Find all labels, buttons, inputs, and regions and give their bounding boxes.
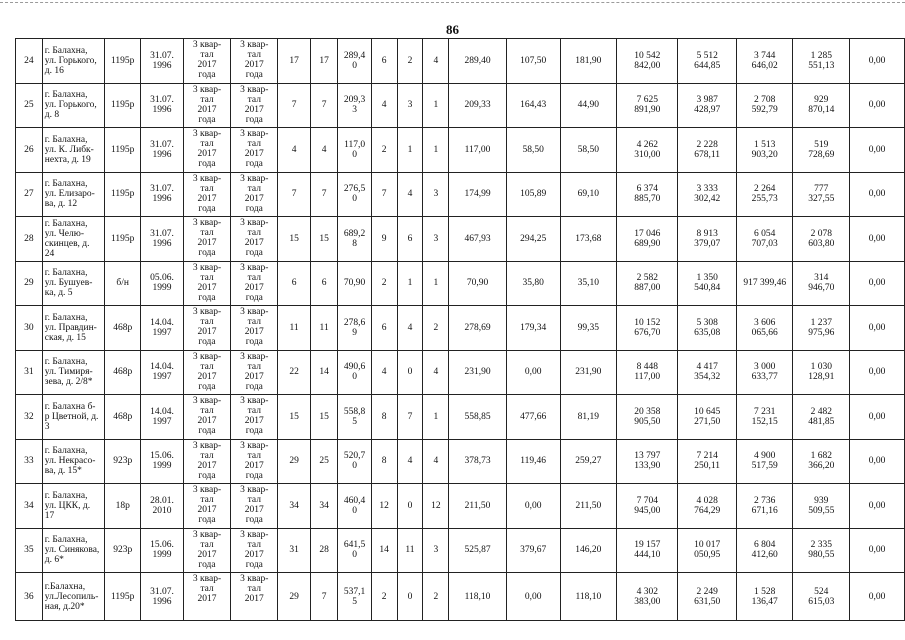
address-cell: г. Балахна, ул. К. Либк- нехта, д. 19 [42, 128, 104, 173]
address-cell: г.Балахна, ул.Лесопиль- ная, д.20* [42, 573, 104, 621]
table-row [16, 573, 905, 621]
area-private-cell: 105,89 [506, 172, 560, 217]
decision-date-cell: 28.01. 2010 [141, 484, 184, 529]
planned-end-cell: 3 квар- тал 2017 года [231, 395, 278, 440]
area-total-cell: 70,90 [449, 261, 507, 306]
planned-start-cell: 3 квар- тал 2017 года [183, 306, 230, 351]
cost-extra-cell: 0,00 [850, 306, 905, 351]
resettled-count-cell: 7 [310, 172, 338, 217]
cost-region-cell: 6 054 707,03 [736, 217, 793, 262]
total-area-cell: 276,5 0 [338, 172, 371, 217]
rooms-total-cell: 8 [371, 395, 397, 440]
rooms-municipal-cell: 1 [423, 128, 449, 173]
page-top-edge [0, 2, 905, 3]
rooms-municipal-cell: 2 [423, 306, 449, 351]
area-total-cell: 289,40 [449, 39, 507, 84]
row-number: 34 [16, 484, 43, 529]
address-cell: г. Балахна, ул. Горького, д. 16 [42, 39, 104, 84]
rooms-total-cell: 4 [371, 83, 397, 128]
cost-total-cell: 7 704 945,00 [617, 484, 678, 529]
cost-local-cell: 777 327,55 [793, 172, 850, 217]
cost-fund-cell: 3 987 428,97 [678, 83, 736, 128]
rooms-total-cell: 9 [371, 217, 397, 262]
total-area-cell: 289,4 0 [338, 39, 371, 84]
rooms-municipal-cell: 4 [423, 439, 449, 484]
rooms-municipal-cell: 2 [423, 573, 449, 621]
residents-count-cell: 29 [278, 573, 310, 621]
address-cell: г. Балахна, ул. ЦКК, д. 17 [42, 484, 104, 529]
cost-fund-cell: 4 028 764,29 [678, 484, 736, 529]
rooms-municipal-cell: 4 [423, 39, 449, 84]
decision-date-cell: 31.07. 1996 [141, 573, 184, 621]
rooms-private-cell: 4 [397, 172, 423, 217]
cost-local-cell: 1 285 551,13 [793, 39, 850, 84]
address-cell: г. Балахна, ул. Правдин- ская, д. 15 [42, 306, 104, 351]
table-row [16, 261, 905, 306]
residents-count-cell: 22 [278, 350, 310, 395]
area-total-cell: 278,69 [449, 306, 507, 351]
address-cell: г. Балахна, ул. Синякова, д. 6* [42, 528, 104, 573]
planned-end-cell: 3 квар- тал 2017 года [231, 261, 278, 306]
rooms-municipal-cell: 3 [423, 172, 449, 217]
cost-total-cell: 2 582 887,00 [617, 261, 678, 306]
planned-start-cell: 3 квар- тал 2017 года [183, 172, 230, 217]
rooms-total-cell: 6 [371, 306, 397, 351]
cost-total-cell: 17 046 689,90 [617, 217, 678, 262]
area-municipal-cell: 118,10 [560, 573, 617, 621]
address-cell: г. Балахна, ул. Челю- скинцев, д. 24 [42, 217, 104, 262]
cost-region-cell: 4 900 517,59 [736, 439, 793, 484]
area-total-cell: 209,33 [449, 83, 507, 128]
residents-count-cell: 4 [278, 128, 310, 173]
cost-region-cell: 3 606 065,66 [736, 306, 793, 351]
decision-date-cell: 31.07. 1996 [141, 217, 184, 262]
cost-region-cell: 2 736 671,16 [736, 484, 793, 529]
decision-number-cell: 468р [105, 350, 141, 395]
area-total-cell: 117,00 [449, 128, 507, 173]
area-private-cell: 179,34 [506, 306, 560, 351]
area-private-cell: 119,46 [506, 439, 560, 484]
residents-count-cell: 15 [278, 217, 310, 262]
decision-date-cell: 31.07. 1996 [141, 128, 184, 173]
cost-extra-cell: 0,00 [850, 350, 905, 395]
row-number: 29 [16, 261, 43, 306]
planned-start-cell: 3 квар- тал 2017 года [183, 83, 230, 128]
residents-count-cell: 7 [278, 83, 310, 128]
resettled-count-cell: 14 [310, 350, 338, 395]
rooms-total-cell: 7 [371, 172, 397, 217]
cost-region-cell: 3 000 633,77 [736, 350, 793, 395]
decision-number-cell: 468р [105, 395, 141, 440]
area-total-cell: 118,10 [449, 573, 507, 621]
decision-date-cell: 05.06. 1999 [141, 261, 184, 306]
row-number: 33 [16, 439, 43, 484]
planned-start-cell: 3 квар- тал 2017 года [183, 39, 230, 84]
cost-local-cell: 929 870,14 [793, 83, 850, 128]
cost-local-cell: 2 335 980,55 [793, 528, 850, 573]
area-total-cell: 211,50 [449, 484, 507, 529]
cost-local-cell: 2 482 481,85 [793, 395, 850, 440]
cost-extra-cell: 0,00 [850, 172, 905, 217]
address-cell: г. Балахна, ул. Тимиря- зева, д. 2/8* [42, 350, 104, 395]
cost-local-cell: 314 946,70 [793, 261, 850, 306]
row-number: 32 [16, 395, 43, 440]
area-municipal-cell: 99,35 [560, 306, 617, 351]
area-total-cell: 558,85 [449, 395, 507, 440]
cost-total-cell: 4 262 310,00 [617, 128, 678, 173]
rooms-municipal-cell: 1 [423, 395, 449, 440]
cost-fund-cell: 5 512 644,85 [678, 39, 736, 84]
cost-total-cell: 10 542 842,00 [617, 39, 678, 84]
decision-number-cell: 923р [105, 528, 141, 573]
decision-number-cell: 923р [105, 439, 141, 484]
cost-total-cell: 6 374 885,70 [617, 172, 678, 217]
rooms-total-cell: 4 [371, 350, 397, 395]
rooms-private-cell: 0 [397, 484, 423, 529]
planned-end-cell: 3 квар- тал 2017 года [231, 217, 278, 262]
total-area-cell: 117,0 0 [338, 128, 371, 173]
cost-region-cell: 6 804 412,60 [736, 528, 793, 573]
table-row [16, 128, 905, 173]
cost-extra-cell: 0,00 [850, 573, 905, 621]
decision-number-cell: 1195р [105, 83, 141, 128]
rooms-municipal-cell: 1 [423, 261, 449, 306]
cost-extra-cell: 0,00 [850, 39, 905, 84]
address-cell: г. Балахна, ул. Некрасо- ва, д. 15* [42, 439, 104, 484]
table-row [16, 395, 905, 440]
planned-start-cell: 3 квар- тал 2017 [183, 573, 230, 621]
rooms-municipal-cell: 3 [423, 217, 449, 262]
area-private-cell: 107,50 [506, 39, 560, 84]
area-municipal-cell: 58,50 [560, 128, 617, 173]
cost-region-cell: 917 399,46 [736, 261, 793, 306]
area-municipal-cell: 211,50 [560, 484, 617, 529]
planned-start-cell: 3 квар- тал 2017 года [183, 217, 230, 262]
row-number: 35 [16, 528, 43, 573]
rooms-private-cell: 4 [397, 306, 423, 351]
planned-end-cell: 3 квар- тал 2017 года [231, 39, 278, 84]
cost-fund-cell: 2 249 631,50 [678, 573, 736, 621]
cost-total-cell: 13 797 133,90 [617, 439, 678, 484]
decision-number-cell: 1195р [105, 172, 141, 217]
decision-date-cell: 31.07. 1996 [141, 172, 184, 217]
cost-total-cell: 7 625 891,90 [617, 83, 678, 128]
cost-fund-cell: 4 417 354,32 [678, 350, 736, 395]
resettled-count-cell: 17 [310, 39, 338, 84]
address-cell: г. Балахна, ул. Горького, д. 8 [42, 83, 104, 128]
resettled-count-cell: 15 [310, 217, 338, 262]
rooms-private-cell: 1 [397, 261, 423, 306]
rooms-municipal-cell: 4 [423, 350, 449, 395]
cost-local-cell: 939 509,55 [793, 484, 850, 529]
rooms-total-cell: 2 [371, 261, 397, 306]
cost-local-cell: 1 682 366,20 [793, 439, 850, 484]
rooms-private-cell: 3 [397, 83, 423, 128]
rooms-municipal-cell: 1 [423, 83, 449, 128]
cost-local-cell: 2 078 603,80 [793, 217, 850, 262]
planned-start-cell: 3 квар- тал 2017 года [183, 395, 230, 440]
rooms-total-cell: 14 [371, 528, 397, 573]
row-number: 26 [16, 128, 43, 173]
rooms-municipal-cell: 3 [423, 528, 449, 573]
decision-date-cell: 15.06. 1999 [141, 528, 184, 573]
total-area-cell: 209,3 3 [338, 83, 371, 128]
resettled-count-cell: 11 [310, 306, 338, 351]
planned-start-cell: 3 квар- тал 2017 года [183, 261, 230, 306]
cost-total-cell: 8 448 117,00 [617, 350, 678, 395]
area-municipal-cell: 181,90 [560, 39, 617, 84]
area-municipal-cell: 231,90 [560, 350, 617, 395]
decision-date-cell: 15.06. 1999 [141, 439, 184, 484]
address-cell: г. Балахна б- р Цветной, д. 3 [42, 395, 104, 440]
decision-number-cell: 468р [105, 306, 141, 351]
area-private-cell: 58,50 [506, 128, 560, 173]
area-municipal-cell: 146,20 [560, 528, 617, 573]
cost-local-cell: 524 615,03 [793, 573, 850, 621]
residents-count-cell: 11 [278, 306, 310, 351]
rooms-private-cell: 6 [397, 217, 423, 262]
total-area-cell: 460,4 0 [338, 484, 371, 529]
cost-extra-cell: 0,00 [850, 484, 905, 529]
table-row [16, 528, 905, 573]
table-row [16, 484, 905, 529]
cost-extra-cell: 0,00 [850, 217, 905, 262]
rooms-private-cell: 2 [397, 39, 423, 84]
planned-end-cell: 3 квар- тал 2017 [231, 573, 278, 621]
total-area-cell: 641,5 0 [338, 528, 371, 573]
cost-fund-cell: 2 228 678,11 [678, 128, 736, 173]
rooms-total-cell: 6 [371, 39, 397, 84]
area-private-cell: 477,66 [506, 395, 560, 440]
cost-fund-cell: 5 308 635,08 [678, 306, 736, 351]
total-area-cell: 558,8 5 [338, 395, 371, 440]
address-cell: г. Балахна, ул. Бушуев- ка, д. 5 [42, 261, 104, 306]
cost-local-cell: 519 728,69 [793, 128, 850, 173]
area-private-cell: 0,00 [506, 350, 560, 395]
row-number: 24 [16, 39, 43, 84]
rooms-municipal-cell: 12 [423, 484, 449, 529]
area-private-cell: 164,43 [506, 83, 560, 128]
cost-local-cell: 1 030 128,91 [793, 350, 850, 395]
total-area-cell: 70,90 [338, 261, 371, 306]
total-area-cell: 520,7 0 [338, 439, 371, 484]
area-municipal-cell: 44,90 [560, 83, 617, 128]
area-private-cell: 35,80 [506, 261, 560, 306]
cost-extra-cell: 0,00 [850, 128, 905, 173]
planned-end-cell: 3 квар- тал 2017 года [231, 484, 278, 529]
decision-number-cell: б/н [105, 261, 141, 306]
planned-start-cell: 3 квар- тал 2017 года [183, 128, 230, 173]
decision-date-cell: 14.04. 1997 [141, 350, 184, 395]
area-total-cell: 467,93 [449, 217, 507, 262]
rooms-private-cell: 0 [397, 573, 423, 621]
row-number: 36 [16, 573, 43, 621]
table-row [16, 306, 905, 351]
planned-end-cell: 3 квар- тал 2017 года [231, 439, 278, 484]
planned-start-cell: 3 квар- тал 2017 года [183, 484, 230, 529]
decision-date-cell: 14.04. 1997 [141, 395, 184, 440]
resettled-count-cell: 4 [310, 128, 338, 173]
table-row [16, 172, 905, 217]
cost-region-cell: 1 513 903,20 [736, 128, 793, 173]
area-private-cell: 0,00 [506, 484, 560, 529]
table-row [16, 217, 905, 262]
cost-extra-cell: 0,00 [850, 439, 905, 484]
decision-number-cell: 1195р [105, 217, 141, 262]
rooms-private-cell: 0 [397, 350, 423, 395]
rooms-total-cell: 2 [371, 128, 397, 173]
area-private-cell: 379,67 [506, 528, 560, 573]
decision-number-cell: 1195р [105, 39, 141, 84]
cost-region-cell: 2 708 592,79 [736, 83, 793, 128]
total-area-cell: 537,1 5 [338, 573, 371, 621]
rooms-total-cell: 8 [371, 439, 397, 484]
table-row [16, 83, 905, 128]
residents-count-cell: 17 [278, 39, 310, 84]
total-area-cell: 689,2 8 [338, 217, 371, 262]
planned-end-cell: 3 квар- тал 2017 года [231, 172, 278, 217]
cost-fund-cell: 10 645 271,50 [678, 395, 736, 440]
area-total-cell: 174,99 [449, 172, 507, 217]
resettled-count-cell: 6 [310, 261, 338, 306]
rooms-private-cell: 1 [397, 128, 423, 173]
resettled-count-cell: 7 [310, 573, 338, 621]
table-row [16, 39, 905, 84]
cost-extra-cell: 0,00 [850, 395, 905, 440]
rooms-private-cell: 11 [397, 528, 423, 573]
cost-extra-cell: 0,00 [850, 261, 905, 306]
resettled-count-cell: 25 [310, 439, 338, 484]
planned-end-cell: 3 квар- тал 2017 года [231, 350, 278, 395]
decision-date-cell: 31.07. 1996 [141, 83, 184, 128]
residents-count-cell: 15 [278, 395, 310, 440]
table-row [16, 350, 905, 395]
cost-fund-cell: 10 017 050,95 [678, 528, 736, 573]
cost-extra-cell: 0,00 [850, 528, 905, 573]
rooms-private-cell: 7 [397, 395, 423, 440]
row-number: 30 [16, 306, 43, 351]
row-number: 28 [16, 217, 43, 262]
residents-count-cell: 34 [278, 484, 310, 529]
rooms-total-cell: 12 [371, 484, 397, 529]
row-number: 31 [16, 350, 43, 395]
residents-count-cell: 6 [278, 261, 310, 306]
residents-count-cell: 7 [278, 172, 310, 217]
area-total-cell: 525,87 [449, 528, 507, 573]
rooms-total-cell: 2 [371, 573, 397, 621]
planned-start-cell: 3 квар- тал 2017 года [183, 439, 230, 484]
planned-end-cell: 3 квар- тал 2017 года [231, 83, 278, 128]
total-area-cell: 490,6 0 [338, 350, 371, 395]
decision-date-cell: 31.07. 1996 [141, 39, 184, 84]
planned-end-cell: 3 квар- тал 2017 года [231, 128, 278, 173]
cost-region-cell: 3 744 646,02 [736, 39, 793, 84]
resettled-count-cell: 34 [310, 484, 338, 529]
decision-number-cell: 1195р [105, 573, 141, 621]
residents-count-cell: 29 [278, 439, 310, 484]
area-municipal-cell: 81,19 [560, 395, 617, 440]
row-number: 27 [16, 172, 43, 217]
planned-start-cell: 3 квар- тал 2017 года [183, 528, 230, 573]
area-private-cell: 0,00 [506, 573, 560, 621]
cost-extra-cell: 0,00 [850, 83, 905, 128]
area-municipal-cell: 69,10 [560, 172, 617, 217]
cost-region-cell: 1 528 136,47 [736, 573, 793, 621]
cost-region-cell: 7 231 152,15 [736, 395, 793, 440]
planned-end-cell: 3 квар- тал 2017 года [231, 306, 278, 351]
cost-fund-cell: 8 913 379,07 [678, 217, 736, 262]
address-cell: г. Балахна, ул. Елизаро- ва, д. 12 [42, 172, 104, 217]
cost-total-cell: 4 302 383,00 [617, 573, 678, 621]
area-total-cell: 231,90 [449, 350, 507, 395]
area-total-cell: 378,73 [449, 439, 507, 484]
cost-total-cell: 20 358 905,50 [617, 395, 678, 440]
cost-total-cell: 10 152 676,70 [617, 306, 678, 351]
decision-number-cell: 18р [105, 484, 141, 529]
area-private-cell: 294,25 [506, 217, 560, 262]
resettled-count-cell: 15 [310, 395, 338, 440]
cost-fund-cell: 3 333 302,42 [678, 172, 736, 217]
area-municipal-cell: 35,10 [560, 261, 617, 306]
planned-end-cell: 3 квар- тал 2017 года [231, 528, 278, 573]
rooms-private-cell: 4 [397, 439, 423, 484]
planned-start-cell: 3 квар- тал 2017 года [183, 350, 230, 395]
resettled-count-cell: 28 [310, 528, 338, 573]
row-number: 25 [16, 83, 43, 128]
area-municipal-cell: 259,27 [560, 439, 617, 484]
table-row [16, 439, 905, 484]
cost-local-cell: 1 237 975,96 [793, 306, 850, 351]
resettled-count-cell: 7 [310, 83, 338, 128]
cost-fund-cell: 1 350 540,84 [678, 261, 736, 306]
decision-date-cell: 14.04. 1997 [141, 306, 184, 351]
page-number: 86 [446, 22, 459, 37]
area-municipal-cell: 173,68 [560, 217, 617, 262]
cost-region-cell: 2 264 255,73 [736, 172, 793, 217]
decision-number-cell: 1195р [105, 128, 141, 173]
cost-total-cell: 19 157 444,10 [617, 528, 678, 573]
total-area-cell: 278,6 9 [338, 306, 371, 351]
residents-count-cell: 31 [278, 528, 310, 573]
cost-fund-cell: 7 214 250,11 [678, 439, 736, 484]
resettlement-table [15, 38, 905, 621]
